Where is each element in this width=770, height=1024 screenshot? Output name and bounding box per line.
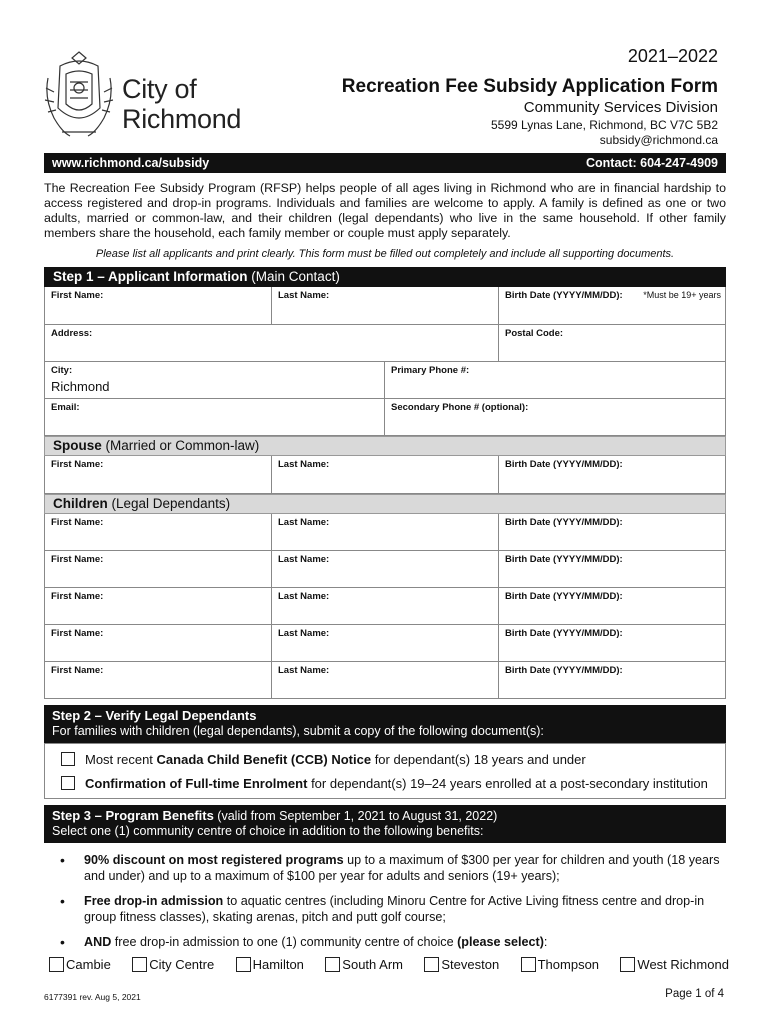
applicant-city-field[interactable]: City: Richmond [45, 362, 385, 398]
child-first-name-field[interactable]: First Name: [45, 662, 272, 698]
step2-checklist [44, 743, 726, 799]
applicant-address-field[interactable]: Address: [45, 325, 499, 361]
centre-option-steveston[interactable]: Steveston [424, 957, 499, 972]
centre-checkbox[interactable] [424, 957, 439, 972]
centre-checkbox[interactable] [521, 957, 536, 972]
centre-option-thompson[interactable]: Thompson [521, 957, 599, 972]
child-first-name-field[interactable]: First Name: [45, 514, 272, 550]
division-name: Community Services Division [523, 99, 718, 116]
ccb-notice-checkbox[interactable] [61, 752, 75, 766]
child-birth-date-field[interactable]: Birth Date (YYYY/MM/DD): [505, 554, 623, 565]
url-contact-bar [44, 153, 726, 173]
step3-title: Step 3 – Program Benefits [52, 808, 214, 823]
child-last-name-field[interactable]: Last Name: [272, 625, 499, 661]
step1-title-rest: (Main Contact) [247, 269, 340, 284]
benefit-drop-in: • Free drop-in admission to aquatic centres (including Minoru Centre for Active Living fitness centre and drop-in group fitness classes), skating arenas, pitch and putt golf course; [60, 893, 726, 925]
division-email: subsidy@richmond.ca [599, 133, 718, 147]
applicant-first-name-field[interactable]: First Name: [45, 287, 272, 324]
applicant-secondary-phone-field[interactable]: Secondary Phone # (optional): [391, 402, 529, 413]
child-birth-date-field[interactable]: Birth Date (YYYY/MM/DD): [505, 628, 623, 639]
centre-checkbox[interactable] [49, 957, 64, 972]
city-value: Richmond [51, 379, 110, 394]
centre-checkbox[interactable] [236, 957, 251, 972]
division-address: 5599 Lynas Lane, Richmond, BC V7C 5B2 [490, 118, 718, 132]
child-birth-date-field[interactable]: Birth Date (YYYY/MM/DD): [505, 665, 623, 676]
logo-line-2: Richmond [122, 104, 242, 134]
page-number: Page 1 of 4 [665, 988, 724, 1000]
enrolment-option: Confirmation of Full-time Enrolment for dependant(s) 19–24 years enrolled at a post-secondary institution [45, 771, 725, 795]
step2-header [44, 705, 726, 743]
step1-header [44, 267, 726, 287]
spouse-last-name-field[interactable]: Last Name: [272, 456, 499, 493]
child-last-name-field[interactable]: Last Name: [272, 551, 499, 587]
logo-line-1: City of [122, 74, 197, 104]
step3-header [44, 805, 726, 843]
children-title: Children [53, 496, 108, 511]
centre-checkbox[interactable] [132, 957, 147, 972]
centre-option-hamilton[interactable]: Hamilton [236, 957, 304, 972]
age-requirement-note: *Must be 19+ years [643, 290, 721, 300]
spouse-title: Spouse [53, 438, 102, 453]
instructions-note: Please list all applicants and print clearly. This form must be filled out completely and include all supporting documents. [95, 248, 675, 260]
centre-option-south-arm[interactable]: South Arm [325, 957, 403, 972]
child-first-name-field[interactable]: First Name: [45, 625, 272, 661]
step1-title: Step 1 – Applicant Information [53, 269, 248, 284]
child-row [45, 625, 725, 662]
applicant-last-name-field[interactable]: Last Name: [272, 287, 499, 324]
header [0, 0, 770, 150]
child-birth-date-field[interactable]: Birth Date (YYYY/MM/DD): [505, 591, 623, 602]
step3-subtitle: Select one (1) community centre of choice in addition to the following benefits: [52, 824, 484, 838]
child-last-name-field[interactable]: Last Name: [272, 588, 499, 624]
benefit-discount: • 90% discount on most registered programs up to a maximum of $300 per year for children and youth (18 years and under) and up to a maximum of $100 per year for adults and seniors (19+ years); [60, 852, 726, 884]
benefit-community-centre: • AND free drop-in admission to one (1) community centre of choice (please select): [60, 934, 726, 950]
child-row [45, 551, 725, 588]
centre-option-city-centre[interactable]: City Centre [132, 957, 214, 972]
centre-checkbox[interactable] [325, 957, 340, 972]
step3-title-rest: (valid from September 1, 2021 to August 31, 2022) [213, 809, 498, 823]
applicant-primary-phone-field[interactable]: Primary Phone #: [391, 365, 470, 376]
centre-checkbox[interactable] [620, 957, 635, 972]
spouse-header [44, 436, 726, 456]
child-last-name-field[interactable]: Last Name: [272, 662, 499, 698]
form-title: Recreation Fee Subsidy Application Form [341, 76, 718, 97]
child-row [45, 588, 725, 625]
applicant-postal-code-field[interactable]: Postal Code: [505, 328, 564, 339]
child-row [45, 514, 725, 551]
child-first-name-field[interactable]: First Name: [45, 551, 272, 587]
child-last-name-field[interactable]: Last Name: [272, 514, 499, 550]
contact-phone: Contact: 604-247-4909 [585, 156, 718, 170]
benefits-list [60, 852, 726, 959]
city-crest-logo [40, 48, 118, 140]
applicant-grid [44, 287, 726, 436]
children-title-rest: (Legal Dependants) [107, 496, 231, 511]
community-centre-options [49, 957, 729, 972]
spouse-title-rest: (Married or Common-law) [101, 438, 260, 453]
website-url[interactable]: www.richmond.ca/subsidy [52, 156, 210, 170]
child-first-name-field[interactable]: First Name: [45, 588, 272, 624]
children-header [44, 494, 726, 514]
spouse-birth-date-field[interactable]: Birth Date (YYYY/MM/DD): [505, 459, 623, 470]
city-logo-text [122, 74, 241, 134]
form-year: 2021–2022 [627, 46, 718, 66]
step2-subtitle: For families with children (legal dependants), submit a copy of the following document(s): [52, 724, 544, 738]
children-grid [44, 514, 726, 699]
step2-title: Step 2 – Verify Legal Dependants [52, 708, 257, 723]
applicant-email-field[interactable]: Email: [45, 399, 385, 435]
form-code: 6177391 rev. Aug 5, 2021 [44, 992, 141, 1002]
child-birth-date-field[interactable]: Birth Date (YYYY/MM/DD): [505, 517, 623, 528]
centre-option-cambie[interactable]: Cambie [49, 957, 111, 972]
centre-option-west-richmond[interactable]: West Richmond [620, 957, 729, 972]
enrolment-checkbox[interactable] [61, 776, 75, 790]
applicant-birth-date-field[interactable]: Birth Date (YYYY/MM/DD): *Must be 19+ years [505, 290, 721, 301]
child-row [45, 662, 725, 699]
spouse-first-name-field[interactable]: First Name: [45, 456, 272, 493]
spouse-grid [44, 456, 726, 494]
ccb-notice-option: Most recent Canada Child Benefit (CCB) Notice for dependant(s) 18 years and under [45, 747, 725, 771]
intro-paragraph: The Recreation Fee Subsidy Program (RFSP) helps people of all ages living in Richmond who are in financial hardship to access registered and drop-in programs. Individuals and families are welcome to apply. A family is defined as one or two adults, married or common-law, and their children (legal dependants) who live in the same household. If other family members share the household, each family member or couple must apply separately. [44, 181, 726, 240]
